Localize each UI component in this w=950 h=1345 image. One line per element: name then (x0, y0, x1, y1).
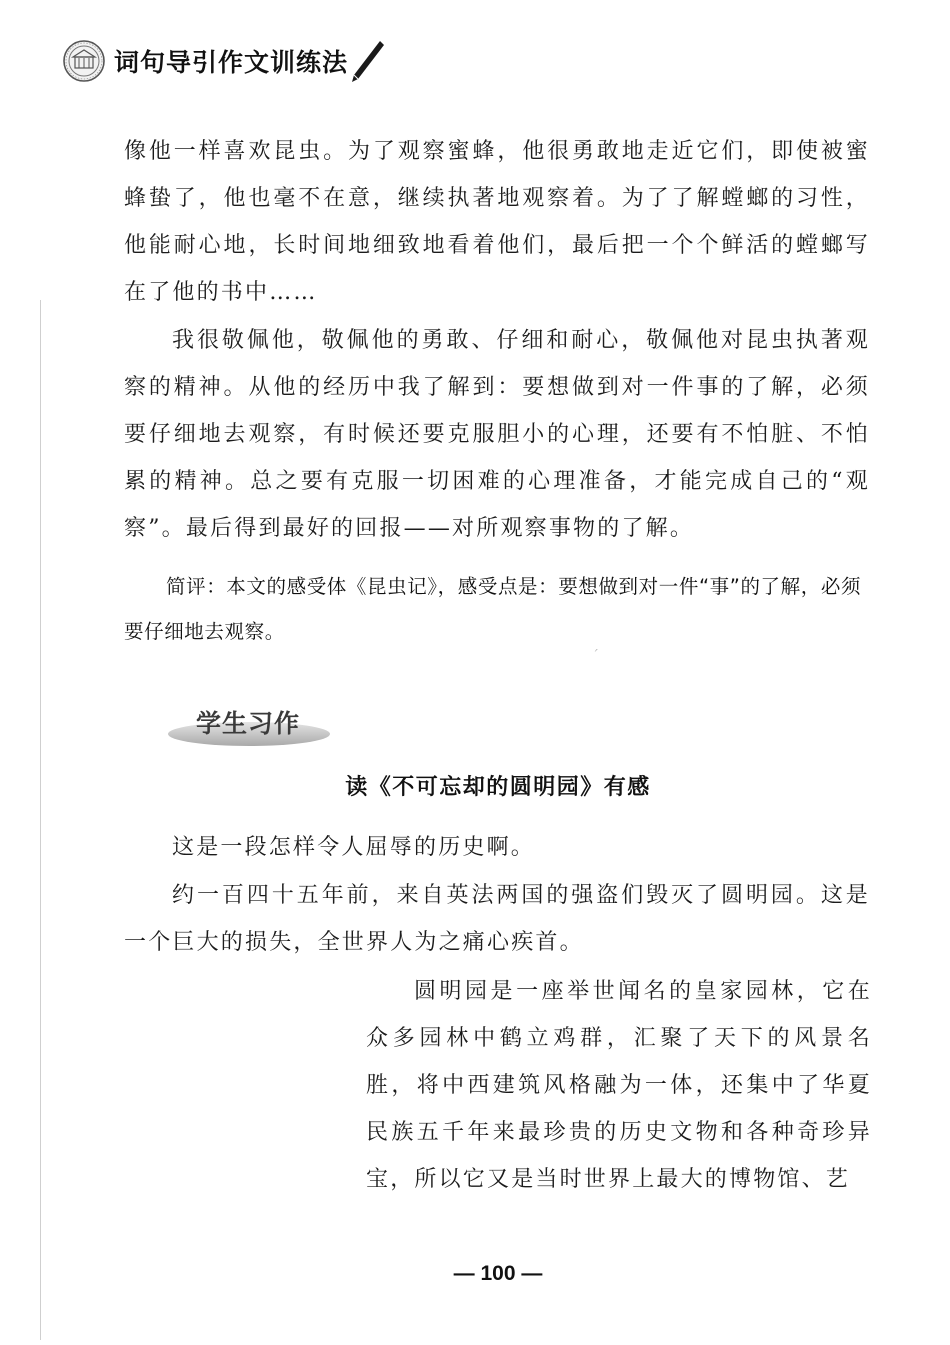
page-header (62, 36, 384, 86)
page-number: — 100 — (453, 1262, 543, 1285)
book-title: 词句导引作文训练法 (114, 48, 349, 77)
essay-paragraph-2: 约一百四十五年前，来自英法两国的强盗们毁灭了圆明园。这是一个巨大的损失，全世界人为之痛心疾首。 (124, 883, 870, 955)
margin-rule (40, 300, 41, 1340)
body-paragraph-2: 我很敬佩他，敬佩他的勇敢、仔细和耐心，敬佩他对昆虫执著观察的精神。从他的经历中我了解到：要想做到对一件事的了解，必须要仔细地去观察，有时候还要克服胆小的心理，还要有不怕脏、不怕累的精神。总之要有克服一切困难的心理准备，才能完成自己的“观察”。最后得到最好的回报——对所观察事物的了解。 (124, 328, 870, 541)
section-heading (168, 700, 336, 750)
essay-title: 读《不可忘却的圆明园》有感 (345, 775, 651, 800)
university-emblem-icon (62, 39, 106, 83)
section-heading-label: 学生习作 (196, 709, 301, 738)
essay-paragraph-1: 这是一段怎样令人屈辱的历史啊。 (172, 835, 536, 860)
essay-paragraph-3: 圆明园是一座举世闻名的皇家园林，它在众多园林中鹤立鸡群，汇聚了天下的风景名胜，将中西建筑风格融为一体，还集中了华夏民族五千年来最珍贵的历史文物和各种奇珍异宝，所以它又是当时世界上最大的博物馆、艺 (366, 979, 872, 1192)
body-paragraph-1: 像他一样喜欢昆虫。为了观察蜜蜂，他很勇敢地走近它们，即使被蜜蜂蛰了，他也毫不在意，继续执著地观察着。为了了解螳螂的习性，他能耐心地，长时间地细致地看着他们，最后把一个个鲜活的螳螂写在了他的书中…… (124, 139, 870, 305)
pen-icon (350, 39, 384, 83)
comment-note: 简评：本文的感受体《昆虫记》，感受点是：要想做到对一件“事”的了解，必须要仔细地去观察。 (124, 575, 862, 643)
scan-speck: ˊ (592, 648, 599, 664)
